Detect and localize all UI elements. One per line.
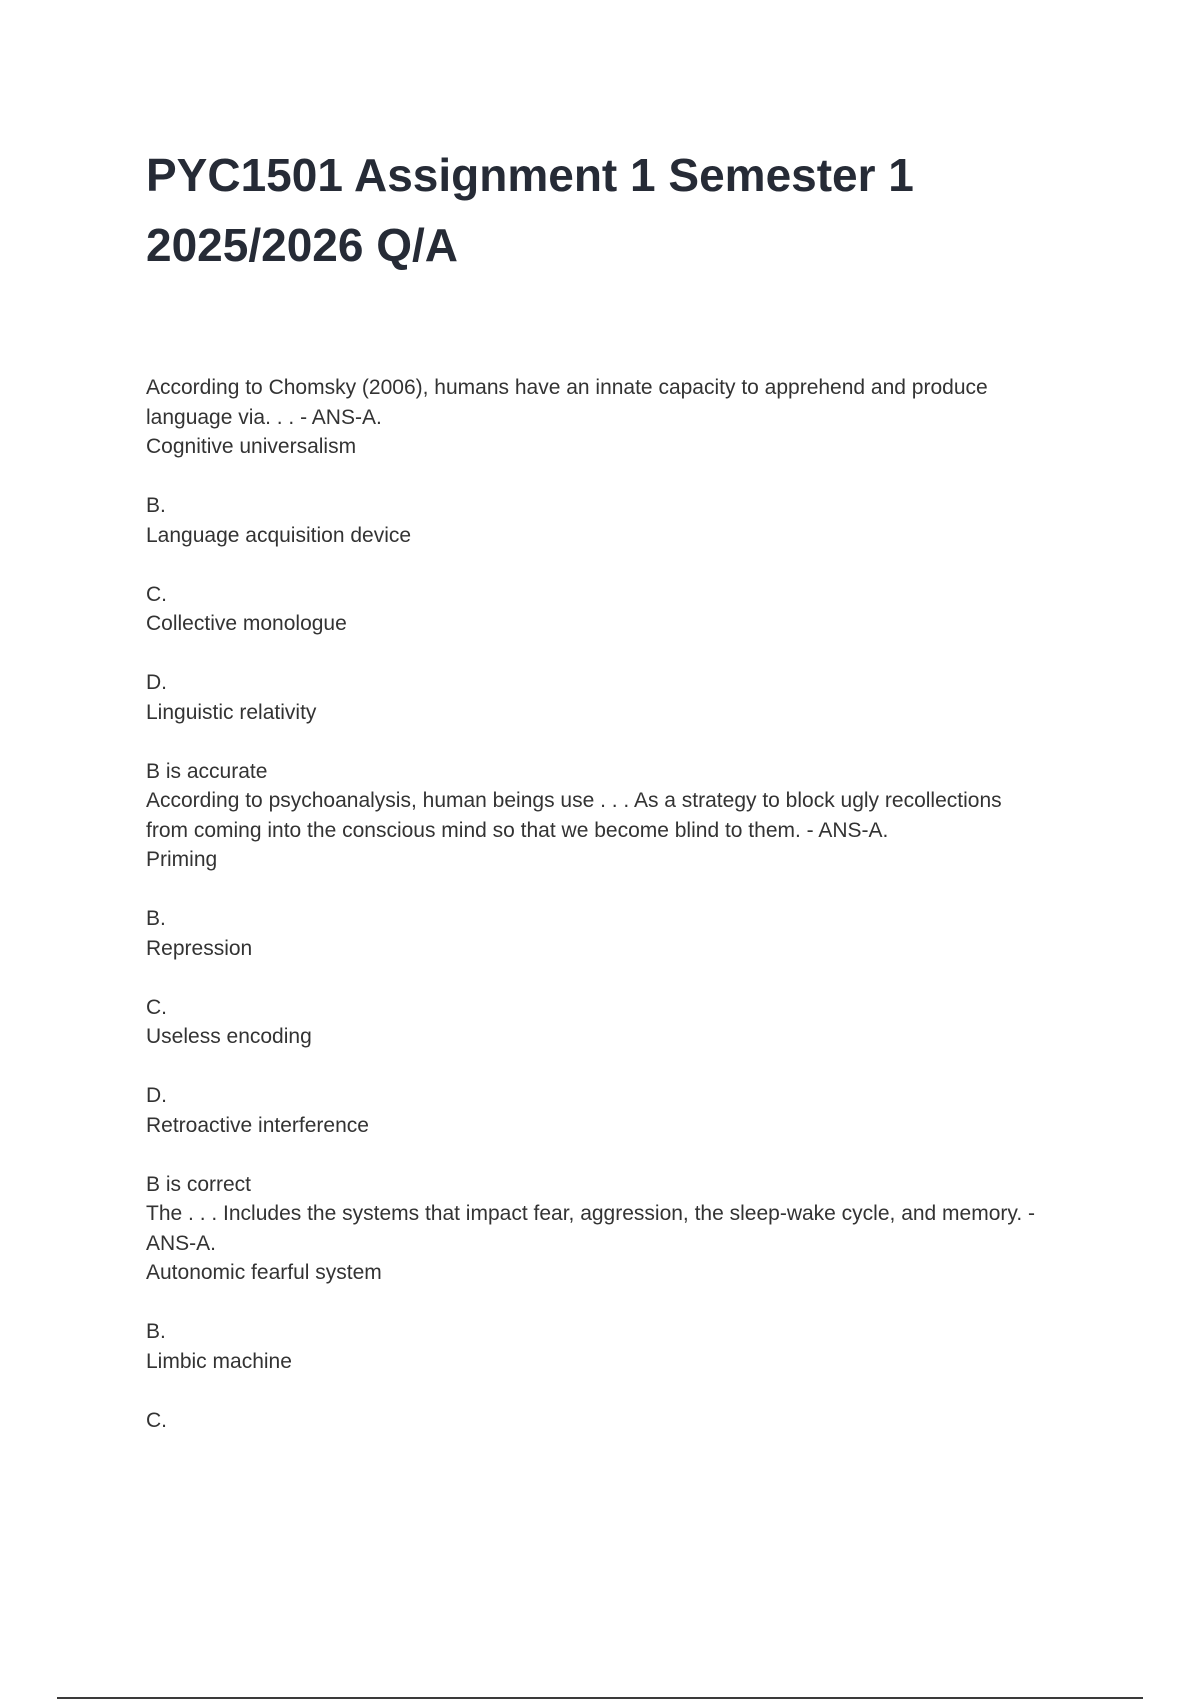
spacer	[146, 1288, 1096, 1318]
option-a-text: Priming	[146, 848, 218, 871]
option-b-text: Limbic machine	[146, 1349, 292, 1373]
spacer	[146, 550, 1096, 580]
option-c-label: C.	[146, 1408, 167, 1432]
option-c-label: C.	[146, 995, 167, 1019]
question-prompt-line: language via. . . - ANS-A.	[146, 405, 382, 429]
footer-divider	[57, 1697, 1143, 1699]
spacer	[146, 462, 1096, 492]
option-d-label: D.	[146, 1084, 167, 1107]
option-d-label: D.	[146, 671, 167, 694]
option-b-label: B.	[146, 907, 166, 930]
question-block	[146, 786, 1096, 1199]
question-block	[146, 1199, 1096, 1435]
option-d-text: Retroactive interference	[146, 1113, 369, 1137]
spacer	[146, 1376, 1096, 1406]
question-prompt-line: from coming into the conscious mind so that we become blind to them. - ANS-A.	[146, 818, 889, 842]
question-block	[146, 373, 1096, 786]
option-c-text: Collective monologue	[146, 612, 347, 635]
spacer	[146, 639, 1096, 669]
option-b-label: B.	[146, 494, 166, 517]
answer-verdict: B is correct	[146, 1172, 252, 1196]
page-title	[146, 140, 1046, 280]
option-d-text: Linguistic relativity	[146, 700, 317, 724]
option-a-text: Autonomic fearful system	[146, 1261, 382, 1284]
option-b-text: Language acquisition device	[146, 523, 412, 547]
option-a-text: Cognitive universalism	[146, 435, 357, 458]
spacer	[146, 1052, 1096, 1082]
question-prompt-line: According to Chomsky (2006), humans have an innate capacity to apprehend and produce	[146, 376, 988, 399]
spacer	[146, 963, 1096, 993]
option-b-text: Repression	[146, 936, 253, 960]
option-b-label: B.	[146, 1320, 166, 1343]
title-line-1: PYC1501 Assignment 1 Semester 1	[146, 149, 914, 201]
option-c-text: Useless encoding	[146, 1025, 312, 1048]
option-c-label: C.	[146, 582, 167, 606]
title-line-2: 2025/2026 Q/A	[146, 219, 459, 271]
question-prompt-line: The . . . Includes the systems that impact fear, aggression, the sleep-wake cycle, and memory. -	[146, 1202, 1036, 1225]
question-prompt-line: ANS-A.	[146, 1231, 217, 1255]
question-prompt-line: According to psychoanalysis, human beings use . . . As a strategy to block ugly recollections	[146, 789, 1002, 812]
spacer	[146, 727, 1096, 757]
spacer	[146, 1140, 1096, 1170]
answer-verdict: B is accurate	[146, 759, 268, 783]
spacer	[146, 875, 1096, 905]
question-list	[146, 373, 1096, 1435]
